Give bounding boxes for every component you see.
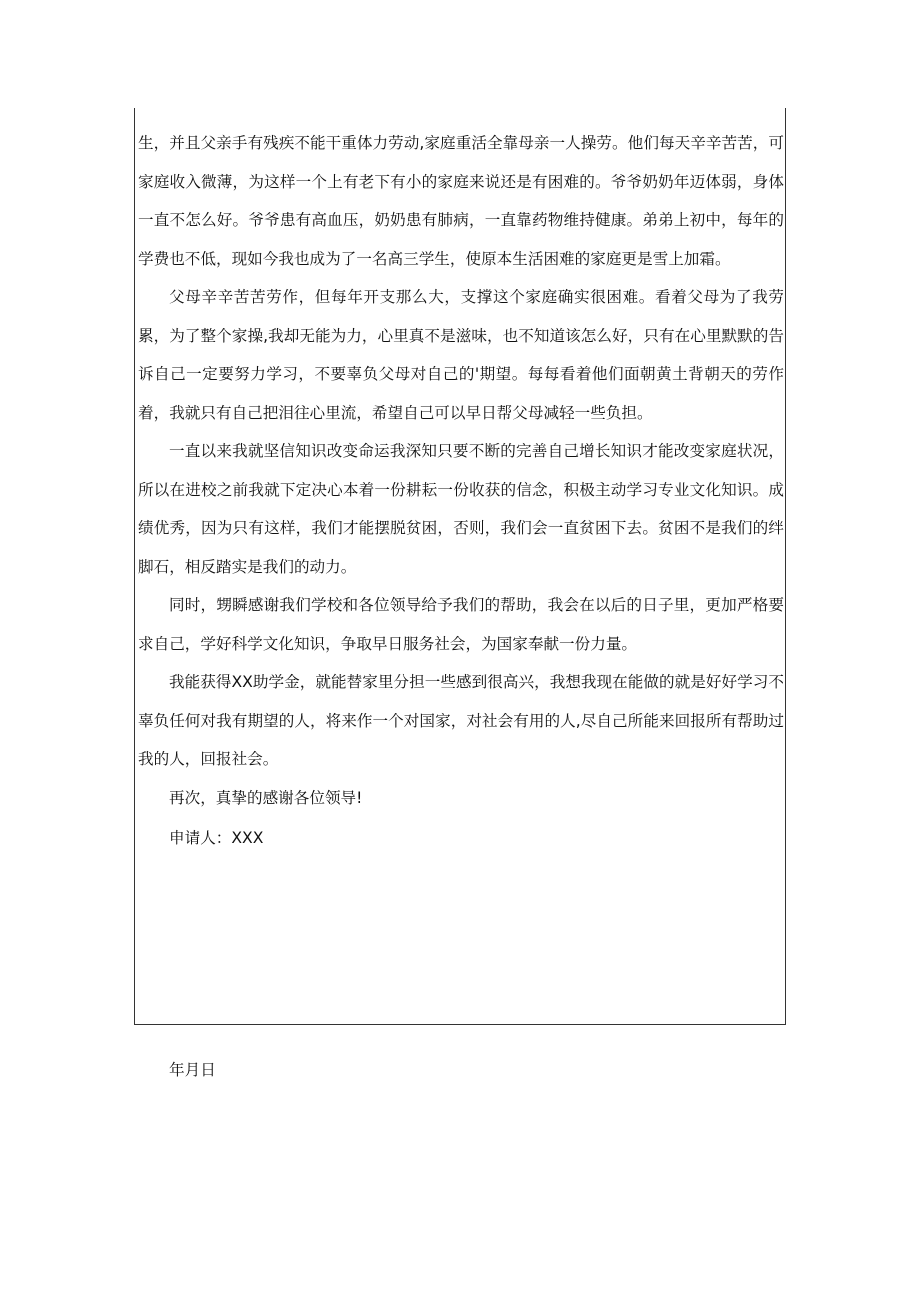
letter-body [138,124,784,858]
paragraph-family-situation: 生，并且父亲手有残疾不能干重体力劳动,家庭重活全靠母亲一人操劳。他们每天辛辛苦苦，可家庭收入微薄，为这样一个上有老下有小的家庭来说还是有困难的。爷爷奶奶年迈体弱，身体一直不怎么好。爷爷患有高血压，奶奶患有肺病，一直靠药物维持健康。弟弟上初中，每年的学费也不低，现如今我也成为了一名高三学生，使原本生活困难的家庭更是雪上加霜。 [138,134,784,268]
applicant-signature: 申请人：XXX [169,829,264,847]
date-line: 年月日 [169,1061,216,1079]
paragraph-scholarship: 我能获得XX助学金，就能替家里分担一些感到很高兴，我想我现在能做的就是好好学习不辜负任何对我有期望的人，将来作一个对国家，对社会有用的人,尽自己所能来回报所有帮助过我的人，回报社会。 [138,673,784,768]
paragraph-thanks-again: 再次，真挚的感谢各位领导! [169,788,363,807]
paragraph-parents-hardship: 父母辛辛苦苦劳作，但每年开支那么大，支撑这个家庭确实很困难。看着父母为了我劳累，为了整个家操,我却无能为力，心里真不是滋味，也不知道该怎么好，只有在心里默默的告诉自己一定要努力学习，不要辜负父母对自己的'期望。每每看着他们面朝黄土背朝天的劳作着，我就只有自己把泪往心里流，希望自己可以早日帮父母减轻一些负担。 [138,288,784,422]
paragraph-knowledge-belief: 一直以来我就坚信知识改变命运我深知只要不断的完善自己增长知识才能改变家庭状况，所以在进校之前我就下定决心本着一份耕耘一份收获的信念，积极主动学习专业文化知识。成绩优秀，因为只有这样，我们才能摆脱贫困，否则，我们会一直贫困下去。贫困不是我们的绊脚石，相反踏实是我们的动力。 [138,442,784,576]
paragraph-gratitude: 同时，甥瞬感谢我们学校和各位领导给予我们的帮助，我会在以后的日子里，更加严格要求自己，学好科学文化知识，争取早日服务社会，为国家奉献一份力量。 [138,596,784,653]
